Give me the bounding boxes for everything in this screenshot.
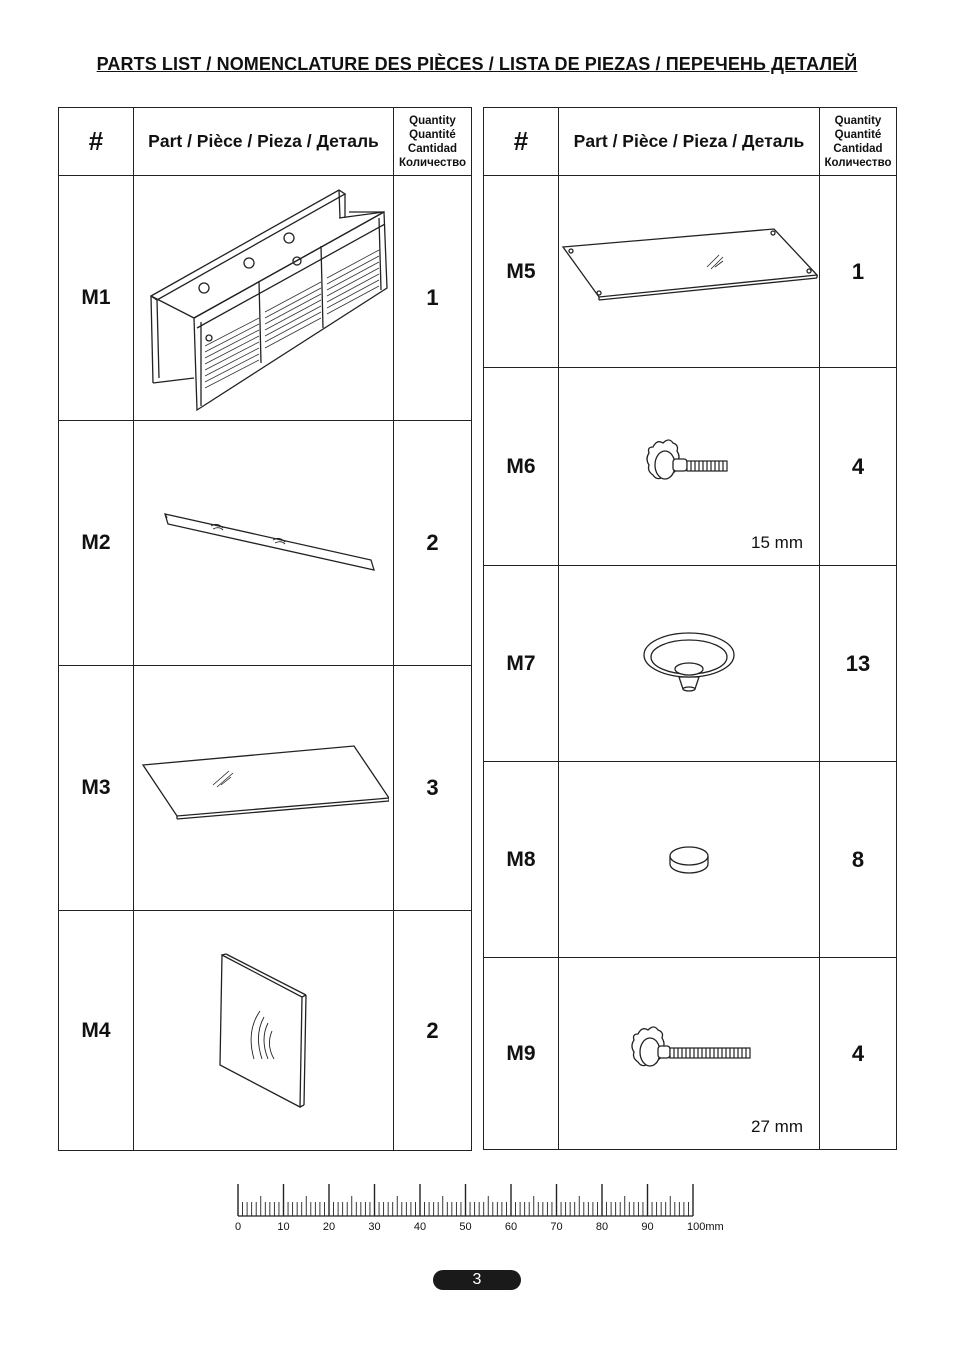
part-code: M5: [484, 176, 559, 368]
table-row: [59, 421, 472, 666]
part-quantity: 1: [394, 176, 472, 421]
part-code: M3: [59, 666, 134, 911]
table-row: [484, 958, 897, 1150]
part-code: M8: [484, 762, 559, 958]
parts-table-right: [483, 107, 897, 1150]
ruler-label: 80: [595, 1221, 609, 1233]
ruler-label: 30: [368, 1221, 381, 1233]
header-part: Part / Pièce / Pieza / Деталь: [559, 108, 820, 176]
ruler-label: 90: [641, 1221, 654, 1233]
part-code: M1: [59, 176, 134, 421]
table-header-row: [484, 108, 897, 176]
short-glass-bolt-icon: [639, 427, 739, 507]
ruler-label: 20: [322, 1221, 336, 1233]
header-number: #: [59, 108, 134, 176]
part-quantity: 3: [394, 666, 472, 911]
part-quantity: 8: [820, 762, 897, 958]
part-code: M9: [484, 958, 559, 1150]
narrow-glass-strip-icon: [139, 498, 389, 588]
measurement-ruler: [228, 1180, 738, 1240]
ruler-label: 10: [277, 1221, 290, 1233]
part-code: M4: [59, 911, 134, 1151]
rubber-pad-icon: [664, 842, 714, 878]
glass-holder-cup-icon: [639, 629, 739, 699]
part-dimension: 15 mm: [751, 533, 803, 552]
page-number: 3: [433, 1270, 521, 1290]
cabinet-frame-icon: [139, 178, 389, 418]
ruler-label: 0: [234, 1221, 242, 1233]
page-title: PARTS LIST / NOMENCLATURE DES PIÈCES / LISTA DE PIEZAS / ПЕРЕЧЕНЬ ДЕТАЛЕЙ: [96, 54, 858, 74]
part-quantity: 13: [820, 566, 897, 762]
long-glass-bolt-icon: [624, 1014, 754, 1094]
glass-top-panel-icon: [559, 227, 819, 317]
table-header-row: [59, 108, 472, 176]
parts-table-left: [58, 107, 472, 1151]
part-dimension: 27 mm: [751, 1117, 803, 1136]
part-quantity: 2: [394, 911, 472, 1151]
glass-side-panel-icon: [214, 951, 314, 1111]
table-row: [484, 368, 897, 566]
part-quantity: 4: [820, 368, 897, 566]
part-code: M6: [484, 368, 559, 566]
ruler-label: 100mm: [687, 1221, 724, 1233]
glass-shelf-icon: [139, 743, 389, 833]
part-code: M7: [484, 566, 559, 762]
ruler-label: 50: [459, 1221, 472, 1233]
header-part: Part / Pièce / Pieza / Деталь: [134, 108, 394, 176]
ruler-label: 60: [504, 1221, 518, 1233]
ruler-label: 40: [413, 1221, 427, 1233]
header-number: #: [484, 108, 559, 176]
table-row: [59, 911, 472, 1151]
part-quantity: 4: [820, 958, 897, 1150]
table-row: [484, 762, 897, 958]
table-row: [484, 176, 897, 368]
part-quantity: 2: [394, 421, 472, 666]
header-quantity: Quantity Quantité Cantidad Количество: [820, 108, 897, 176]
table-row: [484, 566, 897, 762]
part-code: M2: [59, 421, 134, 666]
table-row: [59, 666, 472, 911]
ruler-label: 70: [550, 1221, 563, 1233]
part-quantity: 1: [820, 176, 897, 368]
table-row: [59, 176, 472, 421]
header-quantity: Quantity Quantité Cantidad Количество: [394, 108, 472, 176]
